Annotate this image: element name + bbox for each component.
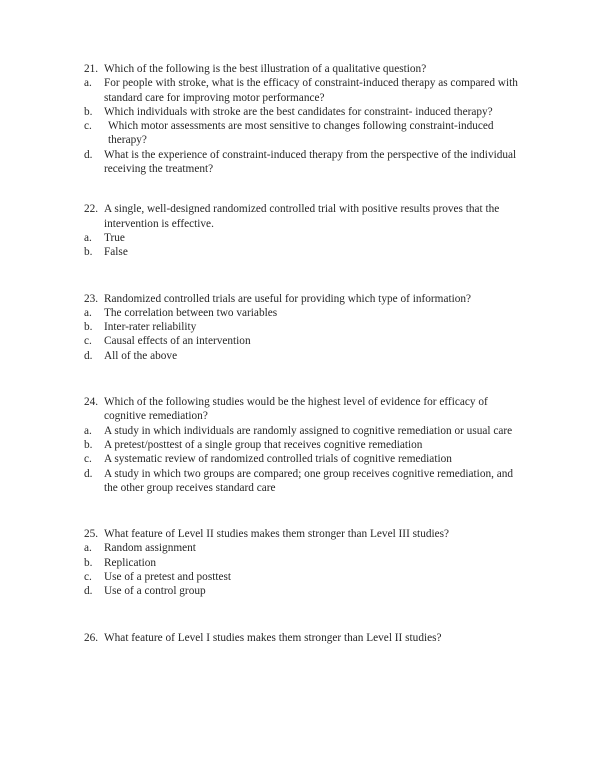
- option-marker: c.: [84, 453, 92, 466]
- option-marker: d.: [84, 585, 93, 598]
- question-number: 21.: [84, 63, 99, 75]
- option-list: [84, 541, 528, 598]
- option-item[interactable]: [84, 119, 528, 148]
- option-marker: b.: [84, 321, 93, 334]
- option-marker: b.: [84, 105, 93, 118]
- option-item[interactable]: [84, 306, 528, 320]
- option-marker: c.: [84, 571, 92, 584]
- question-text: Which of the following is the best illustration of a qualitative question?: [104, 63, 427, 75]
- option-list: [84, 231, 528, 260]
- option-marker: a.: [84, 542, 92, 555]
- question-text: A single, well-designed randomized controlled trial with positive results proves that the intervention is effective.: [104, 203, 503, 230]
- option-item[interactable]: [84, 76, 528, 105]
- option-item[interactable]: [84, 334, 528, 348]
- option-text: A pretest/posttest of a single group that receives cognitive remediation: [104, 438, 423, 451]
- option-marker: c.: [84, 120, 92, 133]
- question-text: What feature of Level II studies makes them stronger than Level III studies?: [104, 528, 450, 541]
- option-item[interactable]: [84, 245, 528, 259]
- option-text: A study in which individuals are randomly assigned to cognitive remediation or usual care: [104, 424, 513, 437]
- question-item: [84, 292, 528, 363]
- option-text: Random assignment: [104, 542, 196, 555]
- question-list: [84, 62, 528, 671]
- option-text: Replication: [104, 556, 157, 569]
- option-marker: a.: [84, 77, 92, 90]
- option-text: The correlation between two variables: [104, 306, 278, 319]
- question-item: [84, 631, 528, 645]
- option-list: [84, 424, 528, 495]
- option-item[interactable]: [84, 556, 528, 570]
- question-stem: [84, 292, 528, 306]
- option-marker: a.: [84, 306, 92, 319]
- question-stem: [84, 631, 528, 645]
- option-item[interactable]: [84, 570, 528, 584]
- question-text: What feature of Level I studies makes them stronger than Level II studies?: [104, 631, 442, 644]
- option-item[interactable]: [84, 584, 528, 598]
- option-marker: a.: [84, 231, 92, 244]
- option-text: False: [104, 246, 128, 259]
- option-item[interactable]: [84, 438, 528, 452]
- option-text: Which motor assessments are most sensitive to changes following constraint-induced therapy?: [108, 120, 497, 147]
- option-text: Use of a pretest and posttest: [104, 571, 232, 584]
- option-text: All of the above: [104, 349, 178, 362]
- option-text: Use of a control group: [104, 585, 206, 598]
- option-text: A study in which two groups are compared; one group receives cognitive remediation, and the other group receives standard care: [104, 467, 516, 494]
- option-marker: d.: [84, 467, 93, 480]
- option-marker: d.: [84, 148, 93, 161]
- question-number: 22.: [84, 203, 99, 216]
- question-number: 25.: [84, 528, 99, 541]
- option-item[interactable]: [84, 105, 528, 119]
- option-marker: b.: [84, 556, 93, 569]
- option-marker: d.: [84, 349, 93, 362]
- option-text: What is the experience of constraint-induced therapy from the perspective of the individual receiving the treatment?: [104, 148, 520, 176]
- option-list: [84, 306, 528, 363]
- option-item[interactable]: [84, 452, 528, 466]
- option-marker: a.: [84, 424, 92, 437]
- question-item: [84, 202, 528, 259]
- option-text: Which individuals with stroke are the best candidates for constraint- induced therapy?: [104, 105, 493, 118]
- option-item[interactable]: [84, 148, 528, 177]
- option-text: A systematic review of randomized controlled trials of cognitive remediation: [104, 453, 452, 466]
- option-text: Inter-rater reliability: [104, 321, 197, 334]
- option-item[interactable]: [84, 424, 528, 438]
- question-item: [84, 395, 528, 495]
- option-item[interactable]: [84, 541, 528, 555]
- option-marker: c.: [84, 335, 92, 348]
- question-number: 26.: [84, 631, 99, 644]
- question-number: 23.: [84, 292, 99, 305]
- option-item[interactable]: [84, 231, 528, 245]
- option-text: True: [104, 231, 125, 244]
- question-text: Randomized controlled trials are useful for providing which type of information?: [104, 292, 472, 305]
- question-stem: [84, 395, 528, 424]
- question-stem: [84, 527, 528, 541]
- option-marker: b.: [84, 246, 93, 259]
- question-number: 24.: [84, 396, 99, 409]
- option-text: For people with stroke, what is the efficacy of constraint-induced therapy as compared with standard care for improving motor performance?: [104, 77, 521, 104]
- option-text: Causal effects of an intervention: [104, 335, 251, 348]
- question-stem: [84, 202, 528, 231]
- question-text: Which of the following studies would be the highest level of evidence for efficacy of cognitive remediation?: [104, 396, 491, 423]
- question-stem: [84, 62, 528, 76]
- option-marker: b.: [84, 438, 93, 451]
- option-list: [84, 76, 528, 176]
- question-item: [84, 527, 528, 598]
- option-item[interactable]: [84, 467, 528, 496]
- option-item[interactable]: [84, 349, 528, 363]
- question-item: [84, 62, 528, 176]
- option-item[interactable]: [84, 320, 528, 334]
